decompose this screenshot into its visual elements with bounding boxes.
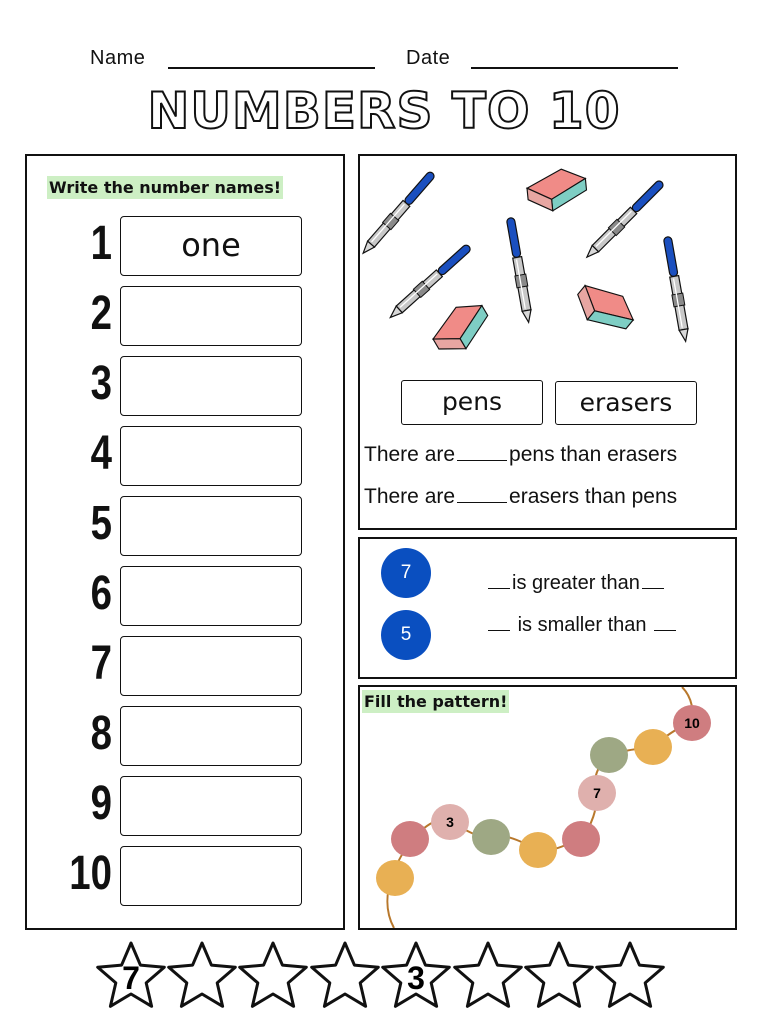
eraser-icon [523, 164, 592, 216]
page-title: NUMBERS TO 10 [147, 82, 621, 140]
bead[interactable] [634, 729, 672, 765]
answer-blank[interactable] [457, 460, 507, 461]
number-name-box-4[interactable] [120, 426, 302, 486]
number-1: 1 [90, 217, 112, 270]
star-icon [383, 943, 450, 1006]
number-8: 8 [90, 707, 112, 760]
bead-label: 10 [684, 715, 700, 731]
bead-label: 7 [593, 785, 601, 801]
bead[interactable] [562, 821, 600, 857]
number-2: 2 [90, 287, 112, 340]
greater-than-statement [486, 572, 666, 595]
word-box-pens: pens [401, 380, 543, 425]
bead [673, 705, 711, 741]
sentence1-end: pens than erasers [509, 443, 678, 466]
answer-blank[interactable] [457, 502, 507, 503]
eraser-icon [569, 276, 641, 339]
number-9: 9 [90, 777, 112, 830]
sentence-pens-than-erasers [364, 443, 677, 467]
number-name-box-5[interactable] [120, 496, 302, 556]
number-circle-5: 5 [381, 610, 431, 660]
number-6: 6 [90, 567, 112, 620]
sentence2-end: erasers than pens [509, 485, 678, 508]
bead[interactable] [376, 860, 414, 896]
number-7: 7 [90, 637, 112, 690]
number-4: 4 [90, 427, 112, 480]
bead-string [387, 687, 692, 928]
bead[interactable] [472, 819, 510, 855]
pens-erasers-illustration [360, 160, 735, 370]
star-icon[interactable] [455, 943, 522, 1006]
bead [431, 804, 469, 840]
number-names-heading: Write the number names! [49, 178, 282, 197]
number-name-box-10[interactable] [120, 846, 302, 906]
word-box-erasers: erasers [555, 381, 697, 425]
sentence2-start: There are [364, 485, 456, 508]
sentence-erasers-than-pens [364, 485, 677, 509]
number-name-box-9[interactable] [120, 776, 302, 836]
bead-pattern [360, 687, 735, 928]
eraser-icon [425, 294, 496, 362]
star-icon[interactable] [312, 943, 379, 1006]
pen-icon [583, 178, 666, 261]
number-name-box-8[interactable] [120, 706, 302, 766]
greater-than-text: is greater than [512, 572, 640, 594]
pen-icon [662, 236, 691, 342]
answer-blank[interactable] [488, 630, 510, 631]
number-name-box-6[interactable] [120, 566, 302, 626]
name-line[interactable] [168, 67, 375, 69]
pen-icon [360, 170, 437, 257]
number-3: 3 [90, 357, 112, 410]
star-icon[interactable] [169, 943, 236, 1006]
smaller-than-statement [486, 614, 678, 637]
number-name-box-1[interactable]: one [120, 216, 302, 276]
number-name-box-3[interactable] [120, 356, 302, 416]
answer-blank[interactable] [654, 630, 676, 631]
bead[interactable] [590, 737, 628, 773]
number-name-box-2[interactable] [120, 286, 302, 346]
date-label: Date [406, 47, 451, 69]
pen-icon [505, 217, 534, 323]
bead[interactable] [391, 821, 429, 857]
date-line[interactable] [471, 67, 678, 69]
name-label: Name [90, 47, 146, 69]
star-icon[interactable] [526, 943, 593, 1006]
bead[interactable] [519, 832, 557, 868]
star-icon[interactable] [597, 943, 664, 1006]
number-circle-7: 7 [381, 548, 431, 598]
answer-blank[interactable] [642, 588, 664, 589]
number-name-box-7[interactable] [120, 636, 302, 696]
number-10: 10 [69, 847, 112, 900]
star-icon[interactable] [240, 943, 307, 1006]
smaller-than-text: is smaller than [517, 614, 647, 636]
number-5: 5 [90, 497, 112, 550]
bead-label: 3 [446, 814, 454, 830]
answer-blank[interactable] [488, 588, 510, 589]
star-label: 7 [122, 960, 140, 996]
star-row [0, 938, 768, 1014]
star-icon [98, 943, 165, 1006]
star-label: 3 [407, 960, 425, 996]
pattern-heading: Fill the pattern! [364, 692, 508, 711]
sentence1-start: There are [364, 443, 456, 466]
bead [578, 775, 616, 811]
